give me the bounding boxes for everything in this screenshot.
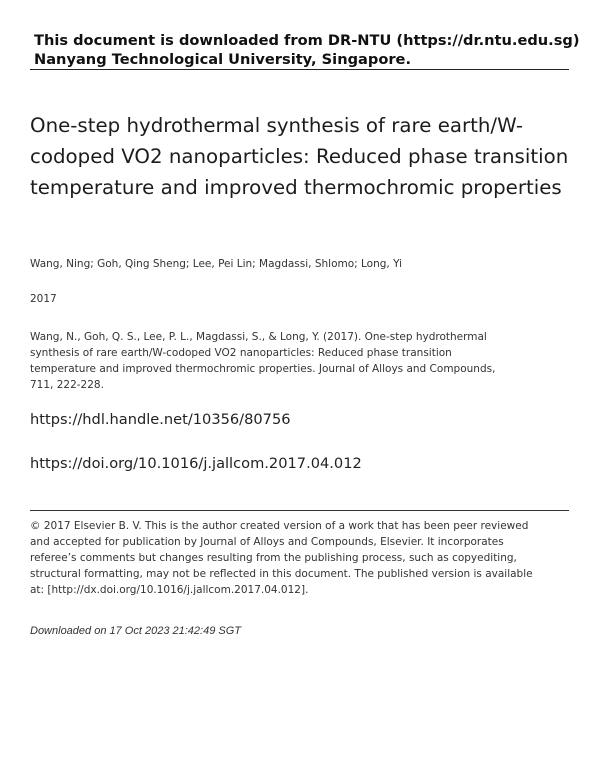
copyright-notice: © 2017 Elsevier B. V. This is the author created version of a work that has been peer reviewed and accepted for publication by Journal of Alloys and Compounds, Elsevier. It incorporates referee’s comments but changes resulting from the publishing process, such as copyediting, structural formatting, may not be reflected in this document. The published version is available at: [http://dx.doi.org/10.1016/j.jallcom.2017.04.012]. xyxy=(30,520,533,596)
paper-title: One-step hydrothermal synthesis of rare earth/W-codoped VO2 nanoparticles: Reduced phase transition temperature and improved thermochromic properties xyxy=(30,114,569,199)
header-institution-line: Nanyang Technological University, Singapore. xyxy=(34,51,411,68)
citation-text: Wang, N., Goh, Q. S., Lee, P. L., Magdassi, S., & Long, Y. (2017). One-step hydrothermal synthesis of rare earth/W-codoped VO2 nanoparticles: Reduced phase transition temperature and improved thermochromic properties. Journal of Alloys and Compounds, 711, 222-228. xyxy=(30,331,496,391)
publication-year: 2017 xyxy=(30,293,57,305)
download-timestamp: Downloaded on 17 Oct 2023 21:42:49 SGT xyxy=(30,625,241,637)
handle-link[interactable]: https://hdl.handle.net/10356/80756 xyxy=(30,411,291,428)
doi-link[interactable]: https://doi.org/10.1016/j.jallcom.2017.04.012 xyxy=(30,455,362,472)
copyright-divider xyxy=(30,510,569,511)
header-source-line: This document is downloaded from DR-NTU (https://dr.ntu.edu.sg) xyxy=(34,32,580,49)
repository-header xyxy=(34,31,580,69)
header-divider xyxy=(30,69,569,70)
paper-authors: Wang, Ning; Goh, Qing Sheng; Lee, Pei Lin; Magdassi, Shlomo; Long, Yi xyxy=(30,258,403,270)
